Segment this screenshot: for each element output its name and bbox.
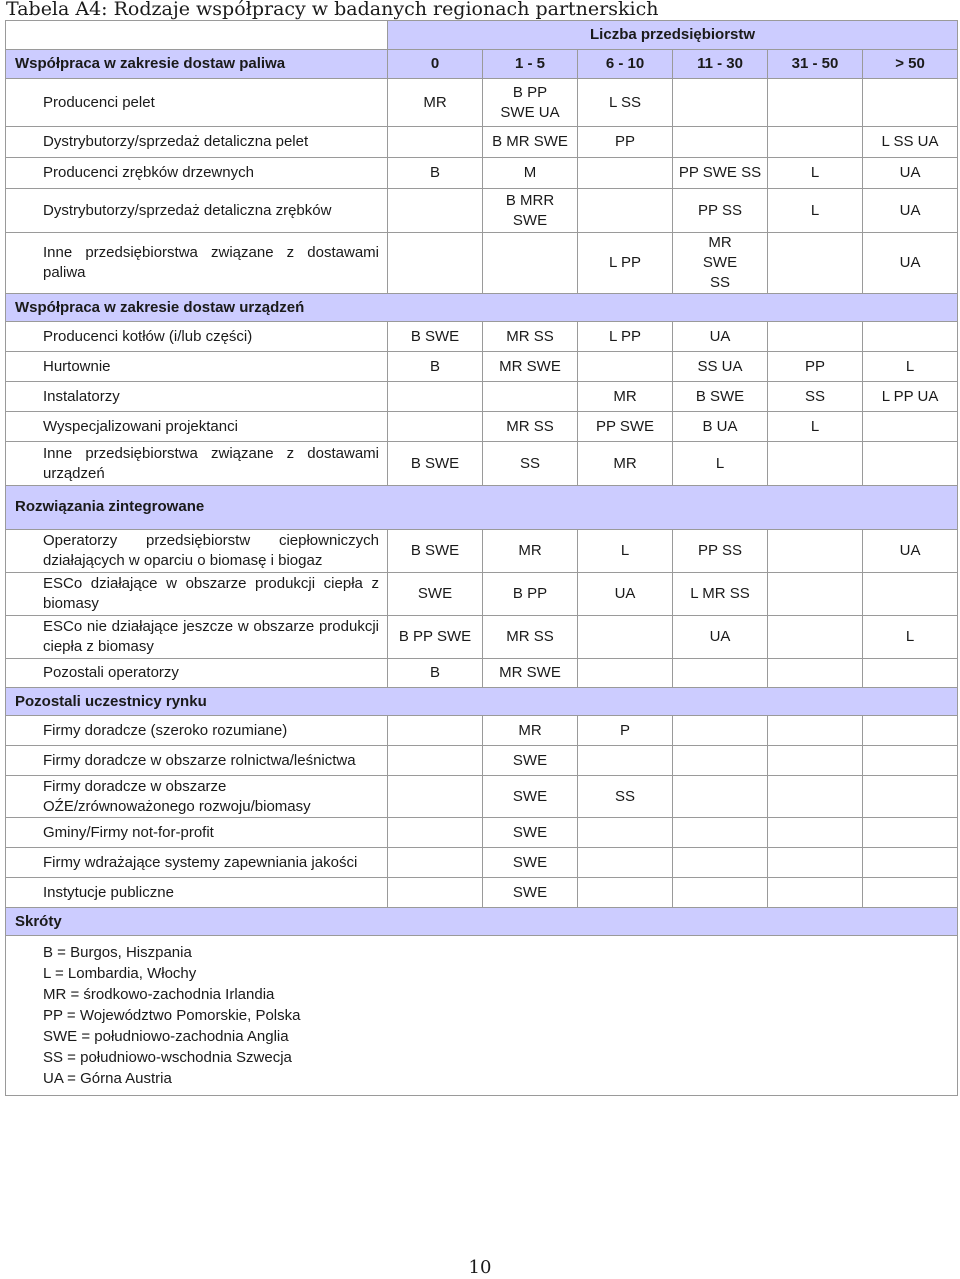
- column-header: 6 - 10: [578, 50, 673, 79]
- table-cell: SWE: [388, 573, 483, 616]
- table-cell: SWE: [483, 878, 578, 908]
- table-cell: [483, 233, 578, 294]
- table-cell: [863, 659, 958, 688]
- table-cell: UA: [673, 616, 768, 659]
- row-label: Instalatorzy: [6, 382, 388, 412]
- table-cell: B: [388, 659, 483, 688]
- table-cell: [673, 659, 768, 688]
- row-label: Operatorzy przedsiębiorstw ciepłowniczych działających w oparciu o biomasę i biogaz: [6, 530, 388, 573]
- header-group-row: [6, 21, 958, 50]
- table-cell: [673, 776, 768, 818]
- table-cell: [673, 848, 768, 878]
- table-cell: [863, 79, 958, 127]
- table-cell: L: [578, 530, 673, 573]
- table-cell: SS: [578, 776, 673, 818]
- table-cell: MR SWE: [483, 352, 578, 382]
- table-cell: MR: [578, 382, 673, 412]
- table-cell: [388, 716, 483, 746]
- table-cell: L: [673, 442, 768, 486]
- table-cell: [768, 616, 863, 659]
- table-cell: UA: [673, 322, 768, 352]
- table-cell: [768, 776, 863, 818]
- table-row: [6, 818, 958, 848]
- table-cell: L SS: [578, 79, 673, 127]
- table-row: [6, 616, 958, 659]
- row-label: Hurtownie: [6, 352, 388, 382]
- table-cell: [863, 746, 958, 776]
- row-label: Gminy/Firmy not-for-profit: [6, 818, 388, 848]
- table-cell: [673, 746, 768, 776]
- table-cell: PP SWE: [578, 412, 673, 442]
- table-cell: MR: [483, 530, 578, 573]
- section-title-integrated: Rozwiązania zintegrowane: [6, 486, 958, 530]
- table-cell: PP SWE SS: [673, 158, 768, 189]
- abbreviations-row: [6, 936, 958, 1096]
- table-cell: [863, 412, 958, 442]
- table-cell: PP: [768, 352, 863, 382]
- table-cell: L SS UA: [863, 127, 958, 158]
- table-cell: [768, 746, 863, 776]
- table-cell: [768, 659, 863, 688]
- table-cell: MR SS: [483, 616, 578, 659]
- section-row: [6, 908, 958, 936]
- table-cell: MR SWE SS: [673, 233, 768, 294]
- table-cell: [863, 848, 958, 878]
- table-cell: [483, 382, 578, 412]
- table-row: [6, 776, 958, 818]
- table-cell: [578, 659, 673, 688]
- table-cell: [388, 127, 483, 158]
- row-label: Wyspecjalizowani projektanci: [6, 412, 388, 442]
- header-corner-cell: [6, 21, 388, 50]
- table-row: [6, 659, 958, 688]
- table-cell: [388, 233, 483, 294]
- abbreviation-item: SS = południowo-wschodnia Szwecja: [43, 1049, 292, 1066]
- abbreviation-item: MR = środkowo-zachodnia Irlandia: [43, 986, 275, 1003]
- row-label: Producenci pelet: [6, 79, 388, 127]
- row-label: Firmy doradcze (szeroko rozumiane): [6, 716, 388, 746]
- table-cell: [578, 616, 673, 659]
- table-cell: B PP SWE: [388, 616, 483, 659]
- table-cell: [768, 79, 863, 127]
- table-cell: PP SS: [673, 530, 768, 573]
- table-cell: UA: [863, 189, 958, 233]
- table-cell: UA: [578, 573, 673, 616]
- abbreviation-item: L = Lombardia, Włochy: [43, 965, 197, 982]
- section-title-abbreviations: Skróty: [6, 908, 958, 936]
- table-cell: [578, 746, 673, 776]
- table-row: [6, 233, 958, 294]
- column-header: 1 - 5: [483, 50, 578, 79]
- cooperation-table: [5, 20, 958, 1096]
- table-cell: [768, 442, 863, 486]
- table-row: [6, 158, 958, 189]
- table-cell: L: [863, 352, 958, 382]
- table-cell: [768, 848, 863, 878]
- abbreviation-item: SWE = południowo-zachodnia Anglia: [43, 1028, 289, 1045]
- table-row: [6, 530, 958, 573]
- table-cell: [768, 233, 863, 294]
- table-cell: B MR SWE: [483, 127, 578, 158]
- column-header: 31 - 50: [768, 50, 863, 79]
- table-cell: [673, 716, 768, 746]
- row-label: Firmy doradcze w obszarze rolnictwa/leśnictwa: [6, 746, 388, 776]
- table-row: [6, 79, 958, 127]
- table-cell: B SWE: [673, 382, 768, 412]
- table-cell: [863, 878, 958, 908]
- table-cell: SS: [768, 382, 863, 412]
- table-cell: [578, 189, 673, 233]
- table-cell: MR: [388, 79, 483, 127]
- table-cell: SWE: [483, 848, 578, 878]
- table-cell: M: [483, 158, 578, 189]
- table-cell: [863, 716, 958, 746]
- row-label: ESCo nie działające jeszcze w obszarze produkcji ciepła z biomasy: [6, 616, 388, 659]
- section-title-fuel: Współpraca w zakresie dostaw paliwa: [6, 50, 388, 79]
- table-cell: [768, 716, 863, 746]
- table-cell: [863, 322, 958, 352]
- table-cell: PP SS: [673, 189, 768, 233]
- table-cell: B: [388, 158, 483, 189]
- table-row: [6, 716, 958, 746]
- table-row: [6, 189, 958, 233]
- page-title: Tabela A4: Rodzaje współpracy w badanych regionach partnerskich: [6, 0, 659, 20]
- table-cell: [673, 818, 768, 848]
- table-cell: [673, 127, 768, 158]
- table-cell: L: [863, 616, 958, 659]
- section-row: [6, 486, 958, 530]
- table-cell: [768, 818, 863, 848]
- table-cell: MR SS: [483, 322, 578, 352]
- table-cell: [388, 189, 483, 233]
- abbreviation-item: PP = Województwo Pomorskie, Polska: [43, 1007, 301, 1024]
- table-cell: MR SWE: [483, 659, 578, 688]
- table-cell: SWE: [483, 776, 578, 818]
- table-row: [6, 442, 958, 486]
- table-cell: [768, 530, 863, 573]
- table-cell: [578, 158, 673, 189]
- row-label: ESCo działające w obszarze produkcji ciepła z biomasy: [6, 573, 388, 616]
- table-cell: [863, 442, 958, 486]
- table-cell: B PP: [483, 573, 578, 616]
- table-cell: [578, 878, 673, 908]
- table-cell: L PP: [578, 233, 673, 294]
- table-cell: [578, 352, 673, 382]
- row-label: Firmy wdrażające systemy zapewniania jakości: [6, 848, 388, 878]
- section-title-others: Pozostali uczestnicy rynku: [6, 688, 958, 716]
- row-label: Pozostali operatorzy: [6, 659, 388, 688]
- table-row: [6, 412, 958, 442]
- table-cell: [673, 79, 768, 127]
- table-cell: [768, 322, 863, 352]
- table-cell: [388, 776, 483, 818]
- table-row: [6, 382, 958, 412]
- table-cell: UA: [863, 233, 958, 294]
- column-header: 11 - 30: [673, 50, 768, 79]
- table-cell: PP: [578, 127, 673, 158]
- table-cell: L: [768, 158, 863, 189]
- row-label: Dystrybutorzy/sprzedaż detaliczna zrębków: [6, 189, 388, 233]
- table-cell: [673, 878, 768, 908]
- table-cell: B UA: [673, 412, 768, 442]
- table-cell: UA: [863, 158, 958, 189]
- table-cell: [768, 878, 863, 908]
- row-label: Inne przedsiębiorstwa związane z dostawami paliwa: [6, 233, 388, 294]
- abbreviations-list: [6, 936, 958, 1096]
- table-cell: SS: [483, 442, 578, 486]
- table-cell: MR: [483, 716, 578, 746]
- table-row: [6, 848, 958, 878]
- row-label: Instytucje publiczne: [6, 878, 388, 908]
- table-cell: [863, 776, 958, 818]
- table-cell: L: [768, 189, 863, 233]
- table-row: [6, 746, 958, 776]
- header-columns-row: [6, 50, 958, 79]
- table-cell: L MR SS: [673, 573, 768, 616]
- header-group-label: Liczba przedsiębiorstw: [388, 21, 958, 50]
- table-row: [6, 878, 958, 908]
- table-cell: [768, 127, 863, 158]
- table-cell: B PP SWE UA: [483, 79, 578, 127]
- table-cell: L: [768, 412, 863, 442]
- table-row: [6, 322, 958, 352]
- table-cell: UA: [863, 530, 958, 573]
- table-cell: SWE: [483, 818, 578, 848]
- table-cell: B SWE: [388, 322, 483, 352]
- column-header: > 50: [863, 50, 958, 79]
- table-cell: B SWE: [388, 530, 483, 573]
- row-label: Producenci kotłów (i/lub części): [6, 322, 388, 352]
- abbreviation-item: B = Burgos, Hiszpania: [43, 944, 192, 961]
- table-cell: SS UA: [673, 352, 768, 382]
- table-cell: [388, 746, 483, 776]
- section-row: [6, 294, 958, 322]
- table-cell: B MRR SWE: [483, 189, 578, 233]
- section-row: [6, 688, 958, 716]
- abbreviation-item: UA = Górna Austria: [43, 1070, 172, 1087]
- table-row: [6, 352, 958, 382]
- table-cell: [863, 818, 958, 848]
- table-cell: [388, 878, 483, 908]
- table-cell: SWE: [483, 746, 578, 776]
- row-label: Firmy doradcze w obszarze OŹE/zrównoważonego rozwoju/biomasy: [6, 776, 388, 818]
- row-label: Inne przedsiębiorstwa związane z dostawami urządzeń: [6, 442, 388, 486]
- table-cell: [768, 573, 863, 616]
- table-cell: [578, 818, 673, 848]
- table-cell: L PP UA: [863, 382, 958, 412]
- page-number: 10: [468, 1257, 492, 1278]
- table-cell: [863, 573, 958, 616]
- table-cell: [388, 412, 483, 442]
- table-cell: [388, 818, 483, 848]
- table-cell: MR: [578, 442, 673, 486]
- table-cell: B: [388, 352, 483, 382]
- column-header: 0: [388, 50, 483, 79]
- table-row: [6, 127, 958, 158]
- row-label: Producenci zrębków drzewnych: [6, 158, 388, 189]
- table-cell: MR SS: [483, 412, 578, 442]
- row-label: Dystrybutorzy/sprzedaż detaliczna pelet: [6, 127, 388, 158]
- table-cell: P: [578, 716, 673, 746]
- section-title-devices: Współpraca w zakresie dostaw urządzeń: [6, 294, 958, 322]
- table-cell: [388, 848, 483, 878]
- table-cell: B SWE: [388, 442, 483, 486]
- table-cell: L PP: [578, 322, 673, 352]
- table-row: [6, 573, 958, 616]
- table-cell: [578, 848, 673, 878]
- table-cell: [388, 382, 483, 412]
